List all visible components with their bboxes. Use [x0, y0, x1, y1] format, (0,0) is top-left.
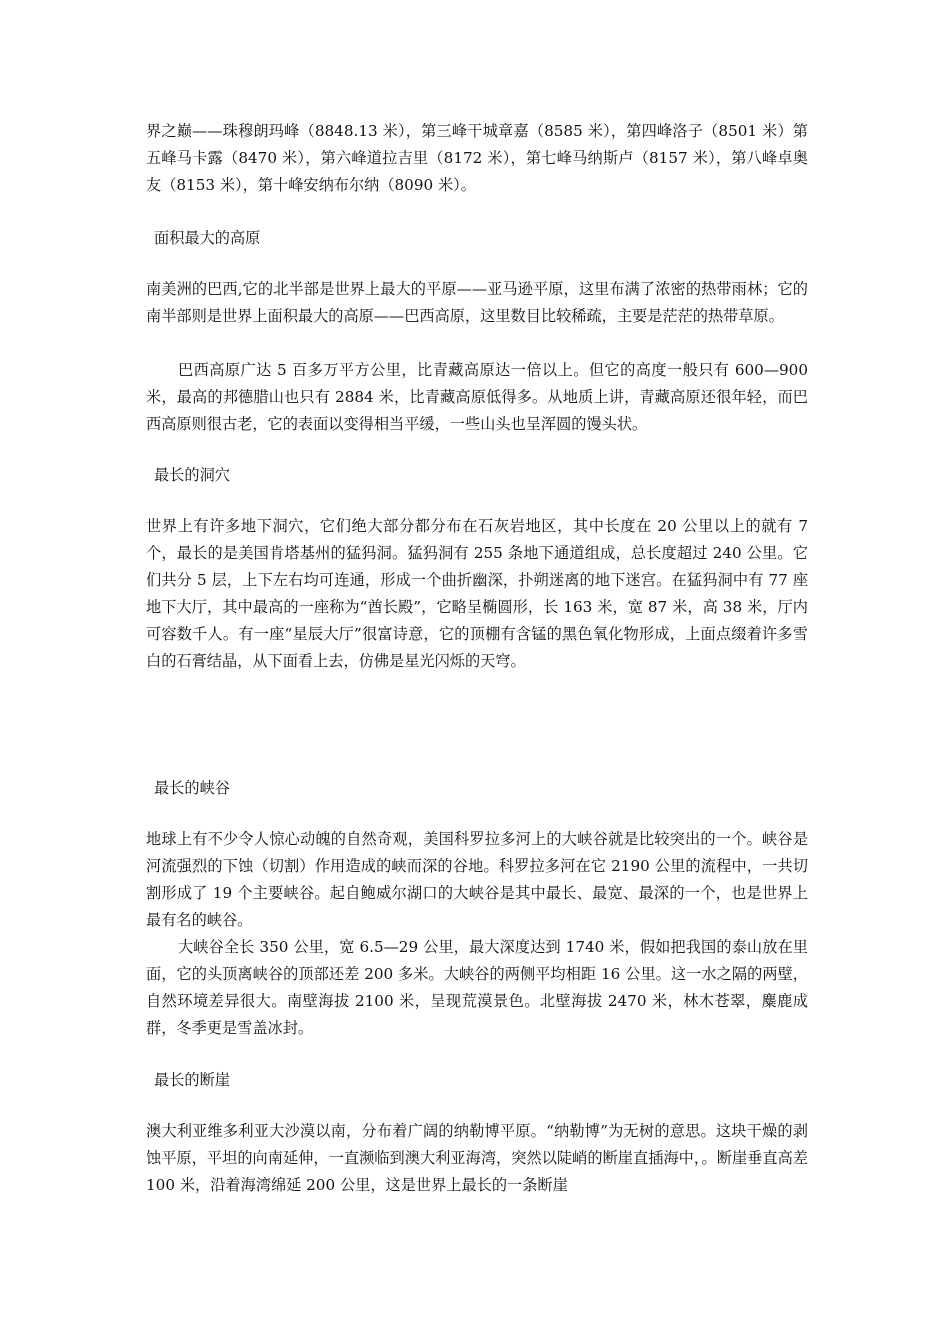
paragraph-brazil-intro: 南美洲的巴西,它的北半部是世界上最大的平原——亚马逊平原，这里布满了浓密的热带雨林；它的南半部则是世界上面积最大的高原——巴西高原，这里数目比较稀疏，主要是茫茫的热带草原。 — [146, 280, 808, 325]
heading-longest-canyon: 最长的峡谷 — [154, 779, 230, 797]
paragraph-canyon-intro: 地球上有不少令人惊心动魄的自然奇观，美国科罗拉多河上的大峡谷就是比较突出的一个。峡谷是河流强烈的下蚀（切割）作用造成的峡而深的谷地。科罗拉多河在它 2190 公里的流程中，一共切割形成了 19 个主要峡谷。起自鲍威尔湖口的大峡谷是其中最长、最宽、最深的一个，也是世界上最有名的峡谷。 — [146, 830, 808, 929]
paragraph-mountain-peaks: 界之巅——珠穆朗玛峰（8848.13 米），第三峰干城章嘉（8585 米），第四峰洛子（8501 米）第五峰马卡露（8470 米），第六峰道拉吉里（8172 米），第七峰马纳斯卢（8157 米），第八峰卓奥友（8153 米），第十峰安纳布尔纳（8090 米）。 — [146, 122, 808, 194]
paragraph-brazil-plateau: 巴西高原广达 5 百多万平方公里，比青藏高原达一倍以上。但它的高度一般只有 600—900 米，最高的邦德腊山也只有 2884 米，比青藏高原低得多。从地质上讲，青藏高原还很年轻，而巴西高原则很古老，它的表面以变得相当平缓，一些山头也呈浑圆的馒头状。 — [146, 361, 808, 433]
heading-longest-cave: 最长的洞穴 — [154, 466, 230, 484]
heading-longest-cliff: 最长的断崖 — [154, 1071, 230, 1089]
paragraph-grand-canyon: 大峡谷全长 350 公里，宽 6.5—29 公里，最大深度达到 1740 米，假如把我国的泰山放在里面，它的头顶离峡谷的顶部还差 200 多米。大峡谷的两侧平均相距 16 公里。这一水之隔的两壁，自然环境差异很大。南壁海拔 2100 米，呈现荒漠景色。北壁海拔 2470 米，林木苍翠，麋鹿成群，冬季更是雪盖冰封。 — [146, 938, 808, 1037]
heading-largest-plateau: 面积最大的高原 — [154, 229, 261, 247]
paragraph-nullarbor-cliff: 澳大利亚维多利亚大沙漠以南，分布着广阔的纳勒博平原。“纳勒博”为无树的意思。这块干燥的剥蚀平原，平坦的向南延伸，一直濒临到澳大利亚海湾，突然以陡峭的断崖直插海中，。断崖垂直高差 100 米，沿着海湾绵延 200 公里，这是世界上最长的一条断崖 — [146, 1122, 808, 1194]
paragraph-mammoth-cave: 世界上有许多地下洞穴，它们绝大部分都分布在石灰岩地区，其中长度在 20 公里以上的就有 7 个，最长的是美国肯塔基州的猛犸洞。猛犸洞有 255 条地下通道组成，总长度超过 240 公里。它们共分 5 层，上下左右均可连通，形成一个曲折幽深，扑朔迷离的地下迷宫。在猛犸洞中有 77 座地下大厅，其中最高的一座称为“酋长殿”，它略呈椭圆形，长 163 米，宽 87 米，高 38 米，厅内可容数千人。有一座“星辰大厅”很富诗意，它的顶棚有含锰的黑色氧化物形成，上面点缀着许多雪白的石膏结晶，从下面看上去，仿佛是星光闪烁的天穹。 — [146, 517, 808, 670]
